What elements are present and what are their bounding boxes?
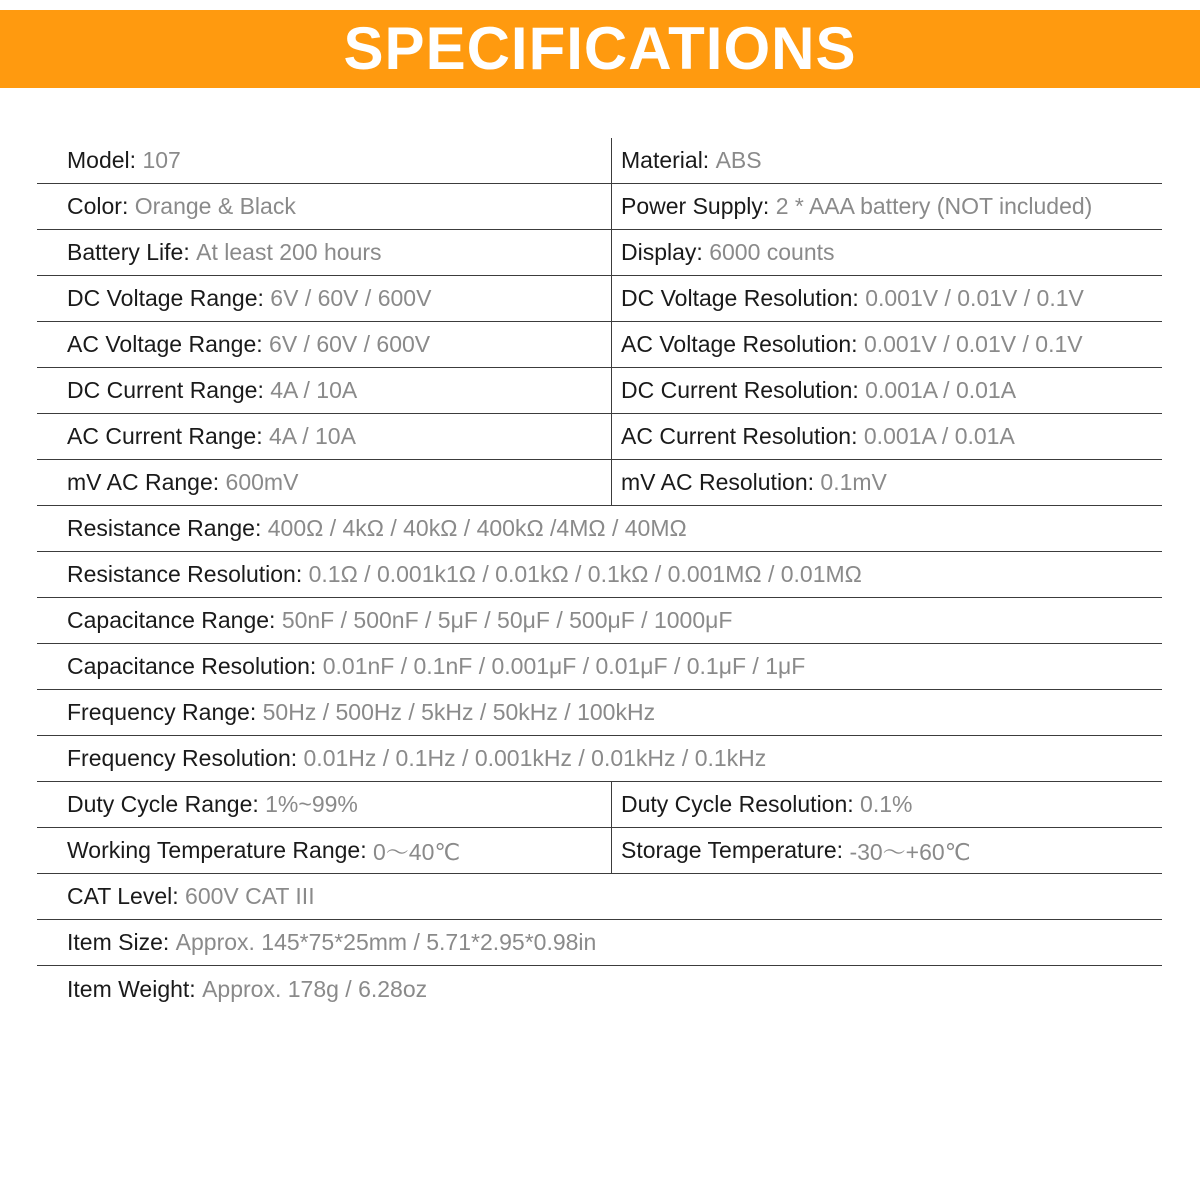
spec-row bbox=[37, 966, 1162, 1012]
spec-table bbox=[37, 138, 1162, 1012]
spec-label: DC Voltage Range: bbox=[67, 285, 264, 311]
spec-value: 2 * AAA battery (NOT included) bbox=[775, 193, 1093, 219]
spec-value: 0.001V / 0.01V / 0.1V bbox=[863, 331, 1083, 357]
specifications-banner bbox=[0, 10, 1200, 88]
spec-dc-current-resolution bbox=[611, 368, 1016, 413]
spec-label: Display: bbox=[621, 239, 703, 265]
spec-row bbox=[37, 782, 1162, 828]
spec-duty-cycle-range bbox=[67, 782, 358, 827]
spec-row bbox=[37, 460, 1162, 506]
spec-label: Working Temperature Range: bbox=[67, 837, 367, 863]
spec-value: 6V / 60V / 600V bbox=[270, 285, 432, 311]
spec-storage-temperature bbox=[611, 828, 971, 873]
spec-row bbox=[37, 230, 1162, 276]
spec-value: 4A / 10A bbox=[270, 377, 358, 403]
spec-value: 50Hz / 500Hz / 5kHz / 50kHz / 100kHz bbox=[262, 699, 656, 725]
spec-ac-voltage-range bbox=[67, 322, 430, 367]
spec-value: 0.1Ω / 0.001k1Ω / 0.01kΩ / 0.1kΩ / 0.001MΩ / 0.01MΩ bbox=[308, 561, 862, 587]
spec-value: 0.1% bbox=[860, 791, 913, 817]
spec-duty-cycle-resolution bbox=[611, 782, 912, 827]
spec-display bbox=[611, 230, 835, 275]
spec-label: Material: bbox=[621, 147, 710, 173]
spec-dc-voltage-range bbox=[67, 276, 431, 321]
spec-row bbox=[37, 506, 1162, 552]
spec-label: mV AC Resolution: bbox=[621, 469, 815, 495]
spec-label: Duty Cycle Range: bbox=[67, 791, 259, 817]
spec-value: 6V / 60V / 600V bbox=[269, 331, 431, 357]
spec-row bbox=[37, 138, 1162, 184]
spec-value: 0.001V / 0.01V / 0.1V bbox=[865, 285, 1084, 311]
spec-value: 0.001A / 0.01A bbox=[863, 423, 1015, 449]
spec-row bbox=[37, 598, 1162, 644]
spec-value: 400Ω / 4kΩ / 40kΩ / 400kΩ /4MΩ / 40MΩ bbox=[267, 515, 687, 541]
spec-label: Item Size: bbox=[67, 929, 170, 955]
spec-label: Resistance Range: bbox=[67, 515, 262, 541]
spec-label: AC Current Range: bbox=[67, 423, 263, 449]
spec-value: Approx. 178g / 6.28oz bbox=[202, 975, 428, 1002]
spec-row bbox=[37, 368, 1162, 414]
spec-label: Battery Life: bbox=[67, 239, 190, 265]
spec-value: At least 200 hours bbox=[196, 239, 382, 265]
spec-value: 50nF / 500nF / 5μF / 50μF / 500μF / 1000μF bbox=[281, 607, 733, 633]
spec-value: 0.01Hz / 0.1Hz / 0.001kHz / 0.01kHz / 0.1kHz bbox=[303, 745, 767, 771]
spec-battery-life bbox=[67, 230, 382, 275]
spec-model bbox=[67, 138, 181, 183]
spec-value: 1%~99% bbox=[265, 791, 358, 817]
spec-row bbox=[37, 874, 1162, 920]
spec-mv-ac-range bbox=[67, 460, 298, 505]
spec-label: Item Weight: bbox=[67, 975, 196, 1002]
spec-mv-ac-resolution bbox=[611, 460, 887, 505]
spec-label: AC Voltage Range: bbox=[67, 331, 263, 357]
spec-row bbox=[37, 276, 1162, 322]
spec-value: 0.001A / 0.01A bbox=[865, 377, 1017, 403]
spec-row bbox=[37, 920, 1162, 966]
spec-label: DC Current Resolution: bbox=[621, 377, 859, 403]
spec-label: Color: bbox=[67, 193, 129, 219]
spec-value: 600V CAT III bbox=[185, 883, 315, 909]
spec-label: DC Voltage Resolution: bbox=[621, 285, 859, 311]
spec-resistance-range bbox=[67, 506, 687, 551]
spec-working-temperature-range bbox=[67, 828, 460, 873]
spec-label: Model: bbox=[67, 147, 137, 173]
spec-label: Storage Temperature: bbox=[621, 837, 844, 863]
spec-value: 600mV bbox=[225, 469, 299, 495]
spec-row bbox=[37, 736, 1162, 782]
spec-label: CAT Level: bbox=[67, 883, 179, 909]
spec-value: Orange & Black bbox=[134, 193, 296, 219]
spec-row bbox=[37, 828, 1162, 874]
spec-value: 4A / 10A bbox=[268, 423, 356, 449]
spec-value: 0～40℃ bbox=[372, 839, 461, 865]
spec-ac-voltage-resolution bbox=[611, 322, 1083, 367]
spec-frequency-range bbox=[67, 690, 655, 735]
spec-value: ABS bbox=[715, 147, 762, 173]
spec-capacitance-resolution bbox=[67, 644, 805, 689]
spec-value: Approx. 145*75*25mm / 5.71*2.95*0.98in bbox=[175, 929, 597, 955]
spec-value: 0.1mV bbox=[820, 469, 887, 495]
spec-row bbox=[37, 552, 1162, 598]
spec-label: Frequency Range: bbox=[67, 699, 257, 725]
spec-label: Resistance Resolution: bbox=[67, 561, 303, 587]
spec-item-weight bbox=[67, 966, 427, 1012]
spec-ac-current-resolution bbox=[611, 414, 1015, 459]
spec-row bbox=[37, 322, 1162, 368]
spec-label: Frequency Resolution: bbox=[67, 745, 298, 771]
spec-ac-current-range bbox=[67, 414, 356, 459]
spec-capacitance-range bbox=[67, 598, 732, 643]
spec-label: Duty Cycle Resolution: bbox=[621, 791, 854, 817]
spec-dc-current-range bbox=[67, 368, 357, 413]
spec-label: AC Voltage Resolution: bbox=[621, 331, 858, 357]
spec-value: 6000 counts bbox=[709, 239, 835, 265]
spec-value: 0.01nF / 0.1nF / 0.001μF / 0.01μF / 0.1μF / 1μF bbox=[322, 653, 806, 679]
spec-cat-level bbox=[67, 874, 315, 919]
spec-material bbox=[611, 138, 762, 183]
spec-dc-voltage-resolution bbox=[611, 276, 1084, 321]
spec-row bbox=[37, 184, 1162, 230]
spec-value: 107 bbox=[142, 147, 181, 173]
spec-power-supply bbox=[611, 184, 1092, 229]
spec-label: DC Current Range: bbox=[67, 377, 264, 403]
spec-frequency-resolution bbox=[67, 736, 766, 781]
spec-label: Power Supply: bbox=[621, 193, 770, 219]
spec-value: -30～+60℃ bbox=[849, 839, 971, 865]
spec-row bbox=[37, 414, 1162, 460]
spec-row bbox=[37, 690, 1162, 736]
spec-item-size bbox=[67, 920, 596, 965]
spec-label: Capacitance Resolution: bbox=[67, 653, 317, 679]
spec-label: mV AC Range: bbox=[67, 469, 220, 495]
page-title: SPECIFICATIONS bbox=[343, 15, 857, 82]
spec-row bbox=[37, 644, 1162, 690]
spec-resistance-resolution bbox=[67, 552, 862, 597]
spec-label: AC Current Resolution: bbox=[621, 423, 858, 449]
spec-color bbox=[67, 184, 296, 229]
spec-label: Capacitance Range: bbox=[67, 607, 276, 633]
